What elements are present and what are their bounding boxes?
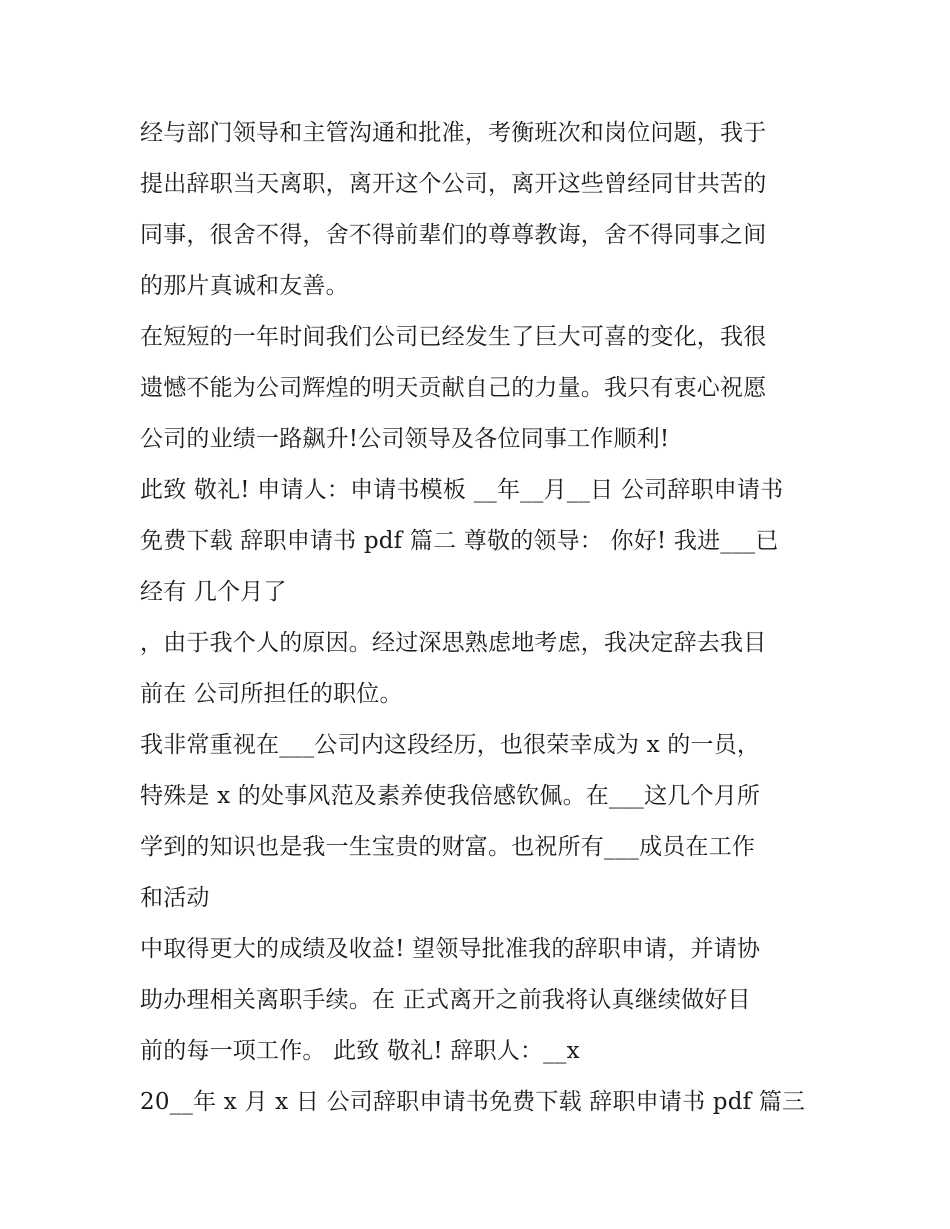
text-line: 的那片真诚和友善。 [140, 273, 349, 299]
text-line: 前在 公司所担任的职位。 [140, 681, 403, 707]
text-line: 经有 几个月了 [140, 579, 287, 605]
text-line: 此致 敬礼! 申请人：申请书模板 __年__月__日 公司辞职申请书 [140, 477, 784, 503]
text-line: 学到的知识也是我一生宝贵的财富。也祝所有___成员在工作 [140, 834, 756, 860]
text-line: 免费下载 辞职申请书 pdf 篇二 尊敬的领导： 你好! 我进___已 [140, 528, 779, 554]
text-line: 中取得更大的成绩及收益! 望领导批准我的辞职申请，并请协 [140, 936, 761, 962]
text-line: 同事，很舍不得，舍不得前辈们的尊尊教诲，舍不得同事之间 [140, 222, 767, 248]
text-line: 20__年 x 月 x 日 公司辞职申请书免费下载 辞职申请书 pdf 篇三 [140, 1089, 806, 1115]
text-line: 前的每一项工作。 此致 敬礼! 辞职人：__x [140, 1038, 580, 1064]
text-line: 助办理相关离职手续。在 正式离开之前我将认真继续做好目 [140, 987, 751, 1013]
text-line: 我非常重视在___公司内这段经历，也很荣幸成为 x 的一员， [140, 732, 761, 758]
text-line: 特殊是 x 的处事风范及素养使我倍感钦佩。在___这几个月所 [140, 783, 761, 809]
text-line: 提出辞职当天离职，离开这个公司，离开这些曾经同甘共苦的 [140, 171, 767, 197]
text-line: 和活动 [140, 885, 210, 911]
text-line: 遗憾不能为公司辉煌的明天贡献自己的力量。我只有衷心祝愿 [140, 375, 767, 401]
text-line: 公司的业绩一路飙升!公司领导及各位同事工作顺利! [140, 426, 670, 452]
text-line: 经与部门领导和主管沟通和批准，考衡班次和岗位问题，我于 [140, 120, 767, 146]
text-line: 在短短的一年时间我们公司已经发生了巨大可喜的变化，我很 [140, 324, 767, 350]
document-body [140, 108, 820, 1128]
text-line: ，由于我个人的原因。经过深思熟虑地考虑，我决定辞去我目 [140, 630, 767, 656]
